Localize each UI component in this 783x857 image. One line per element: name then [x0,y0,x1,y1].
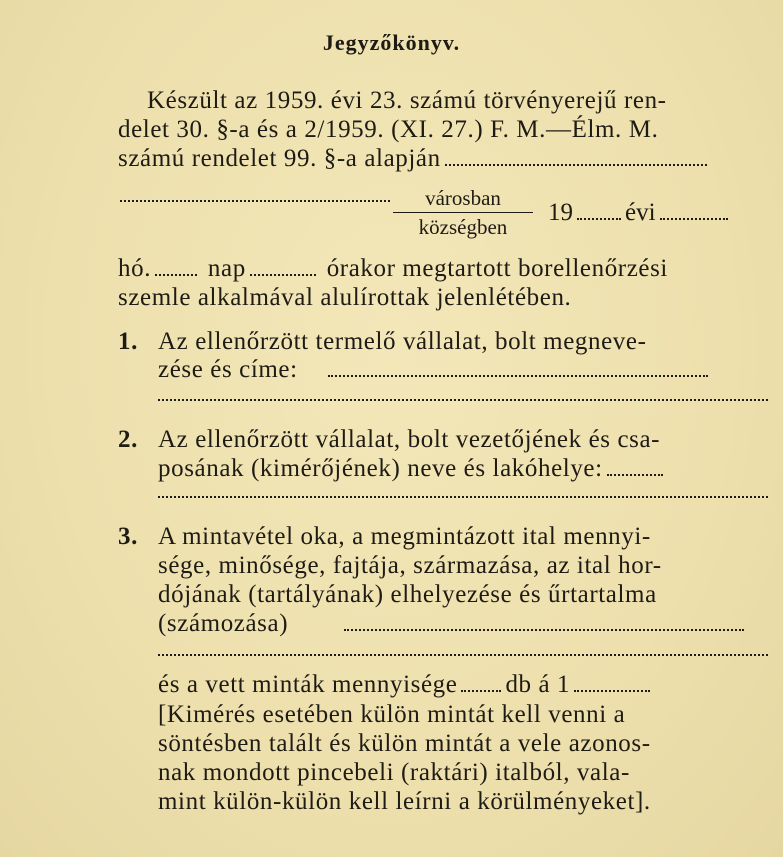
item-3-number: 3. [118,523,138,550]
item-3-fill-dots [344,609,744,631]
item-1-blank-line [158,397,768,401]
item-3-line-8: nak mondott pincebeli (raktári) italból, vala- [158,759,630,786]
intro-line-3-text: számú rendelet 99. §-a alapján [118,145,441,172]
year-end-dots [660,198,728,220]
item-3-text-1: A mintavétel oka, a megmintázott ital mennyi- [158,523,651,550]
attendance-line: szemle alkalmával alulírottak jelenlétében. [118,284,572,311]
sample-qty-label: és a vett minták mennyisége [158,671,458,698]
item-3-line-7: söntésben talált és külön mintát a vele azonos- [158,730,651,757]
year-fill-dots [577,198,621,220]
item-3-line-1 [118,522,651,552]
month-fill-dots [155,254,197,276]
item-2-line-1 [118,425,660,455]
item-3-line-3: dójának (tartályának) elhelyezése és űrtartalma [158,581,657,608]
intro-line-2: delet 30. §-a és a 2/1959. (XI. 27.) F. M.—Élm. M. [118,116,659,143]
fraction-bar [393,212,533,213]
item-2-fill-dots [607,454,663,476]
item-3-line-4 [158,609,748,639]
intro-fill-dots [445,144,707,166]
item-1-text-1: Az ellenőrzött termelő vállalat, bolt megneve- [158,328,647,355]
item-2-line-2 [158,454,667,484]
item-2-text-1: Az ellenőrzött vállalat, bolt vezetőjének és csa- [158,426,661,453]
intro-line-1: Készült az 1959. évi 23. számú törvényerejű ren- [147,87,667,114]
day-fill-dots [250,254,316,276]
item-3-line-5 [158,670,654,700]
item-2-number: 2. [118,426,138,453]
date-line-rest: órakor megtartott borellenőrzési [326,255,668,282]
item-3-line-6: [Kimérés esetében külön mintát kell venni a [158,701,626,728]
document-title: Jegyzőkönyv. [322,30,461,55]
place-fraction [393,186,533,239]
item-2-blank-line [158,494,768,498]
item-1-line-1 [118,327,647,357]
place-fill-dots [120,198,390,202]
date-line [118,254,668,284]
sample-unit-dots [574,670,650,692]
item-3-text-4: (számozása) [158,610,289,637]
item-1-fill-dots [328,355,708,377]
item-1-text-2: zése és címe: [158,356,298,383]
year-line [548,198,732,228]
item-1-line-2 [158,355,712,385]
place-village: községben [418,215,508,239]
item-3-line-9: mint külön-külön kell leírni a körülményeket]. [158,788,651,815]
month-label: hó. [118,255,152,282]
year-prefix: 19 [548,199,573,226]
item-2-text-2: posának (kimérőjének) neve és lakóhelye: [158,455,603,482]
sample-unit-label: db á 1 [505,671,571,698]
place-city: városban [425,186,501,210]
year-suffix: évi [625,199,656,226]
item-3-blank-line [158,652,768,656]
item-3-line-2: sége, minősége, fajtája, származása, az ital hor- [158,552,662,579]
item-1-number: 1. [118,328,138,355]
sample-qty-dots [461,670,501,692]
intro-line-3 [118,144,711,174]
day-label: nap [207,255,246,282]
